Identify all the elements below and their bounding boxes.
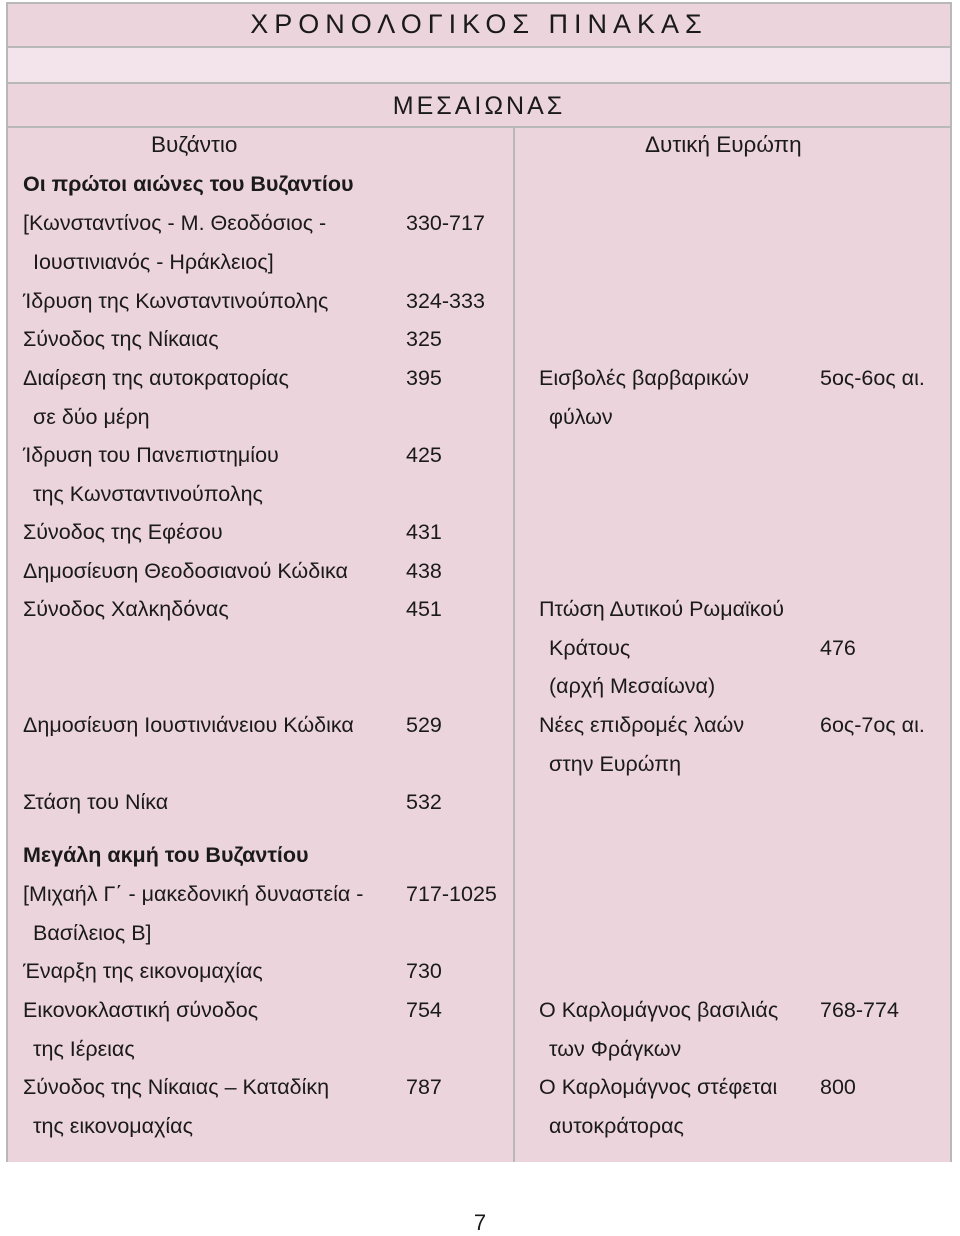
left-column-header: Βυζάντιο xyxy=(151,132,238,157)
event-text: στην Ευρώπη xyxy=(549,752,682,776)
section-heading: Οι πρώτοι αιώνες του Βυζαντίου xyxy=(23,172,354,196)
event-date: 330-717 xyxy=(406,211,485,235)
page-number: 7 xyxy=(473,1210,487,1235)
event-text: Εικονοκλαστική σύνοδος xyxy=(23,998,259,1022)
event-text: Διαίρεση της αυτοκρατορίας xyxy=(23,366,289,390)
event-text: σε δύο μέρη xyxy=(33,405,150,429)
event-text: Βασίλειος Β] xyxy=(33,921,152,945)
event-text: Κράτους xyxy=(549,636,631,660)
event-text: Ίδρυση της Κωνσταντινούπολης xyxy=(23,289,329,313)
event-text: [Κωνσταντίνος - Μ. Θεοδόσιος - xyxy=(23,211,327,235)
event-text: Δημοσίευση Θεοδοσιανού Κώδικα xyxy=(23,559,348,583)
event-date: 476 xyxy=(820,636,856,660)
section-heading: Μεγάλη ακμή του Βυζαντίου xyxy=(23,843,309,867)
empty-band xyxy=(6,48,952,84)
event-text: Σύνοδος της Νίκαιας – Καταδίκη xyxy=(23,1075,330,1099)
event-text: αυτοκράτορας xyxy=(549,1114,684,1138)
event-text: Δημοσίευση Ιουστινιάνειου Κώδικα xyxy=(23,713,354,737)
event-text: Έναρξη της εικονομαχίας xyxy=(23,959,263,983)
event-date: 438 xyxy=(406,559,442,583)
event-date: 730 xyxy=(406,959,442,983)
era-heading: ΜΕΣΑΙΩΝΑΣ xyxy=(392,92,566,120)
table-title: ΧΡΟΝΟΛΟΓΙΚΟΣ ΠΙΝΑΚΑΣ xyxy=(250,9,708,39)
event-text: της Κωνσταντινούπολης xyxy=(33,482,263,506)
event-text: φύλων xyxy=(549,405,613,429)
event-text: Πτώση Δυτικού Ρωμαϊκού xyxy=(539,597,785,621)
event-text: Σύνοδος της Νίκαιας xyxy=(23,327,219,351)
event-date: 431 xyxy=(406,520,442,544)
event-text: Ίδρυση του Πανεπιστημίου xyxy=(23,443,279,467)
event-text: Στάση του Νίκα xyxy=(23,790,169,814)
event-date: 425 xyxy=(406,443,442,467)
event-text: Σύνοδος Χαλκηδόνας xyxy=(23,597,229,621)
event-text: (αρχή Μεσαίωνα) xyxy=(549,674,716,698)
event-date: 325 xyxy=(406,327,442,351)
event-date: 768-774 xyxy=(820,998,899,1022)
event-text: Νέες επιδρομές λαών xyxy=(539,713,745,737)
event-text: Ιουστινιανός - Ηράκλειος] xyxy=(33,250,274,274)
event-text: Σύνοδος της Εφέσου xyxy=(23,520,223,544)
event-date: 6ος-7ος αι. xyxy=(820,713,925,737)
event-text: Ο Καρλομάγνος στέφεται xyxy=(539,1075,778,1099)
event-date: 324-333 xyxy=(406,289,485,313)
event-date: 529 xyxy=(406,713,442,737)
right-column-header: Δυτική Ευρώπη xyxy=(645,132,802,157)
event-text: Εισβολές βαρβαρικών xyxy=(539,366,749,390)
event-date: 754 xyxy=(406,998,442,1022)
event-date: 787 xyxy=(406,1075,442,1099)
event-date: 800 xyxy=(820,1075,856,1099)
event-date: 451 xyxy=(406,597,442,621)
event-date: 395 xyxy=(406,366,442,390)
event-date: 717-1025 xyxy=(406,882,497,906)
event-text: της Ιέρειας xyxy=(33,1037,135,1061)
event-text: της εικονομαχίας xyxy=(33,1114,193,1138)
event-text: [Μιχαήλ Γ΄ - μακεδονική δυναστεία - xyxy=(23,882,364,906)
event-text: των Φράγκων xyxy=(549,1037,682,1061)
event-date: 5ος-6ος αι. xyxy=(820,366,925,390)
event-date: 532 xyxy=(406,790,442,814)
column-divider xyxy=(513,128,515,1162)
event-text: Ο Καρλομάγνος βασιλιάς xyxy=(539,998,779,1022)
